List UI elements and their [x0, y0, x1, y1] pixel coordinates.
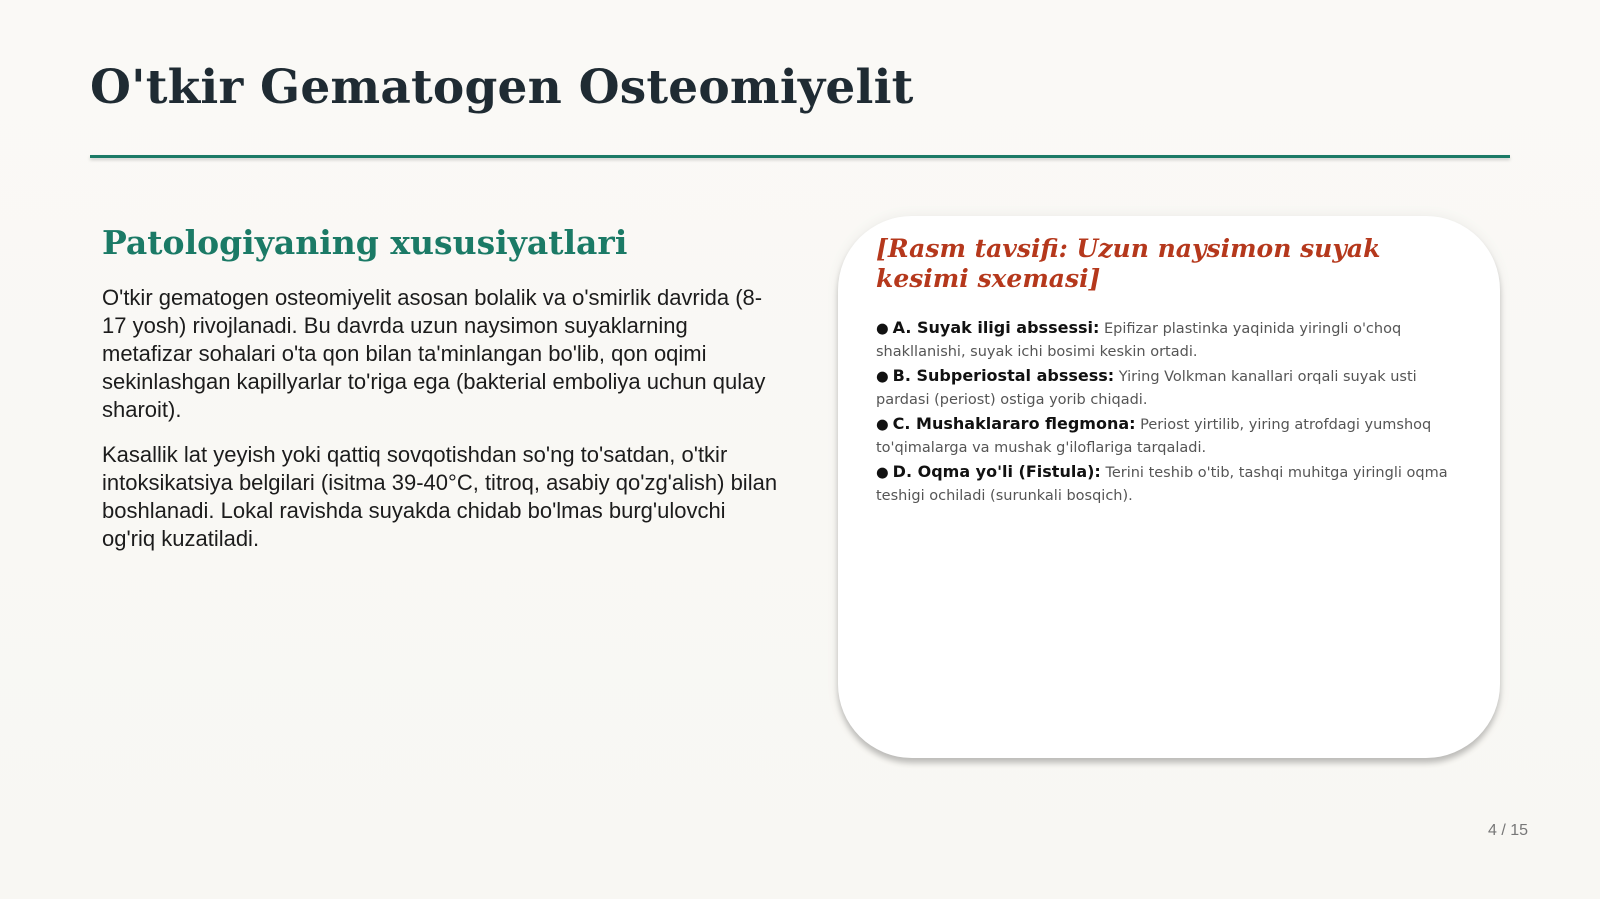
title-divider [90, 155, 1510, 158]
item-label: D. Oqma yo'li (Fistula): [892, 462, 1101, 481]
list-item [876, 364, 1456, 412]
text-column [102, 222, 782, 570]
item-text: Periost yirtilib, yiring atrofdagi yumshoq to'qimalarga va mushak g'iloflariga tarqaladi. [876, 417, 1432, 456]
bullet-icon: ● [876, 321, 889, 337]
item-label: C. Mushaklararo flegmona: [892, 414, 1136, 433]
bullet-icon: ● [876, 417, 889, 433]
item-label: A. Suyak iligi abssessi: [892, 318, 1100, 337]
paragraph-1: O'tkir gematogen osteomiyelit asosan bolalik va o'smirlik davrida (8-17 yosh) rivojlanadi. Bu davrda uzun naysimon suyaklarning metafizar sohalari o'ta qon bilan ta'minlangan bo'lib, qon oqimi sekinlashgan kapillyarlar to'riga ega (bakterial emboliya uchun qulay sharoit). [102, 285, 766, 422]
slide-title: O'tkir Gematogen Osteomiyelit [90, 60, 914, 115]
item-text: Terini teshib o'tib, tashqi muhitga yiringli oqma teshigi ochiladi (surunkali bosqich). [876, 465, 1448, 504]
list-item [876, 412, 1456, 460]
item-text: Yiring Volkman kanallari orqali suyak usti pardasi (periost) ostiga yorib chiqadi. [876, 369, 1417, 408]
section-heading: Patologiyaning xususiyatlari [102, 223, 628, 262]
item-label: B. Subperiostal abssess: [892, 366, 1115, 385]
paragraph-2: Kasallik lat yeyish yoki qattiq sovqotishdan so'ng to'satdan, o'tkir intoksikatsiya belgilari (isitma 39-40°C, titroq, asabiy qo'zg'alish) bilan boshlanadi. Lokal ravishda suyakda chidab bo'lmas burg'ulovchi og'riq kuzatiladi. [102, 442, 778, 551]
list-item [876, 316, 1456, 364]
figure-description-card [838, 216, 1500, 758]
list-item [876, 460, 1456, 508]
bullet-icon: ● [876, 465, 889, 481]
page-number: 4 / 15 [1487, 822, 1528, 839]
bullet-icon: ● [876, 369, 889, 385]
item-text: Epifizar plastinka yaqinida yiringli o'choq shakllanishi, suyak ichi bosimi keskin ortadi. [876, 321, 1402, 360]
card-title: [Rasm tavsifi: Uzun naysimon suyak kesimi sxemasi] [876, 234, 1381, 293]
card-list [876, 316, 1456, 508]
